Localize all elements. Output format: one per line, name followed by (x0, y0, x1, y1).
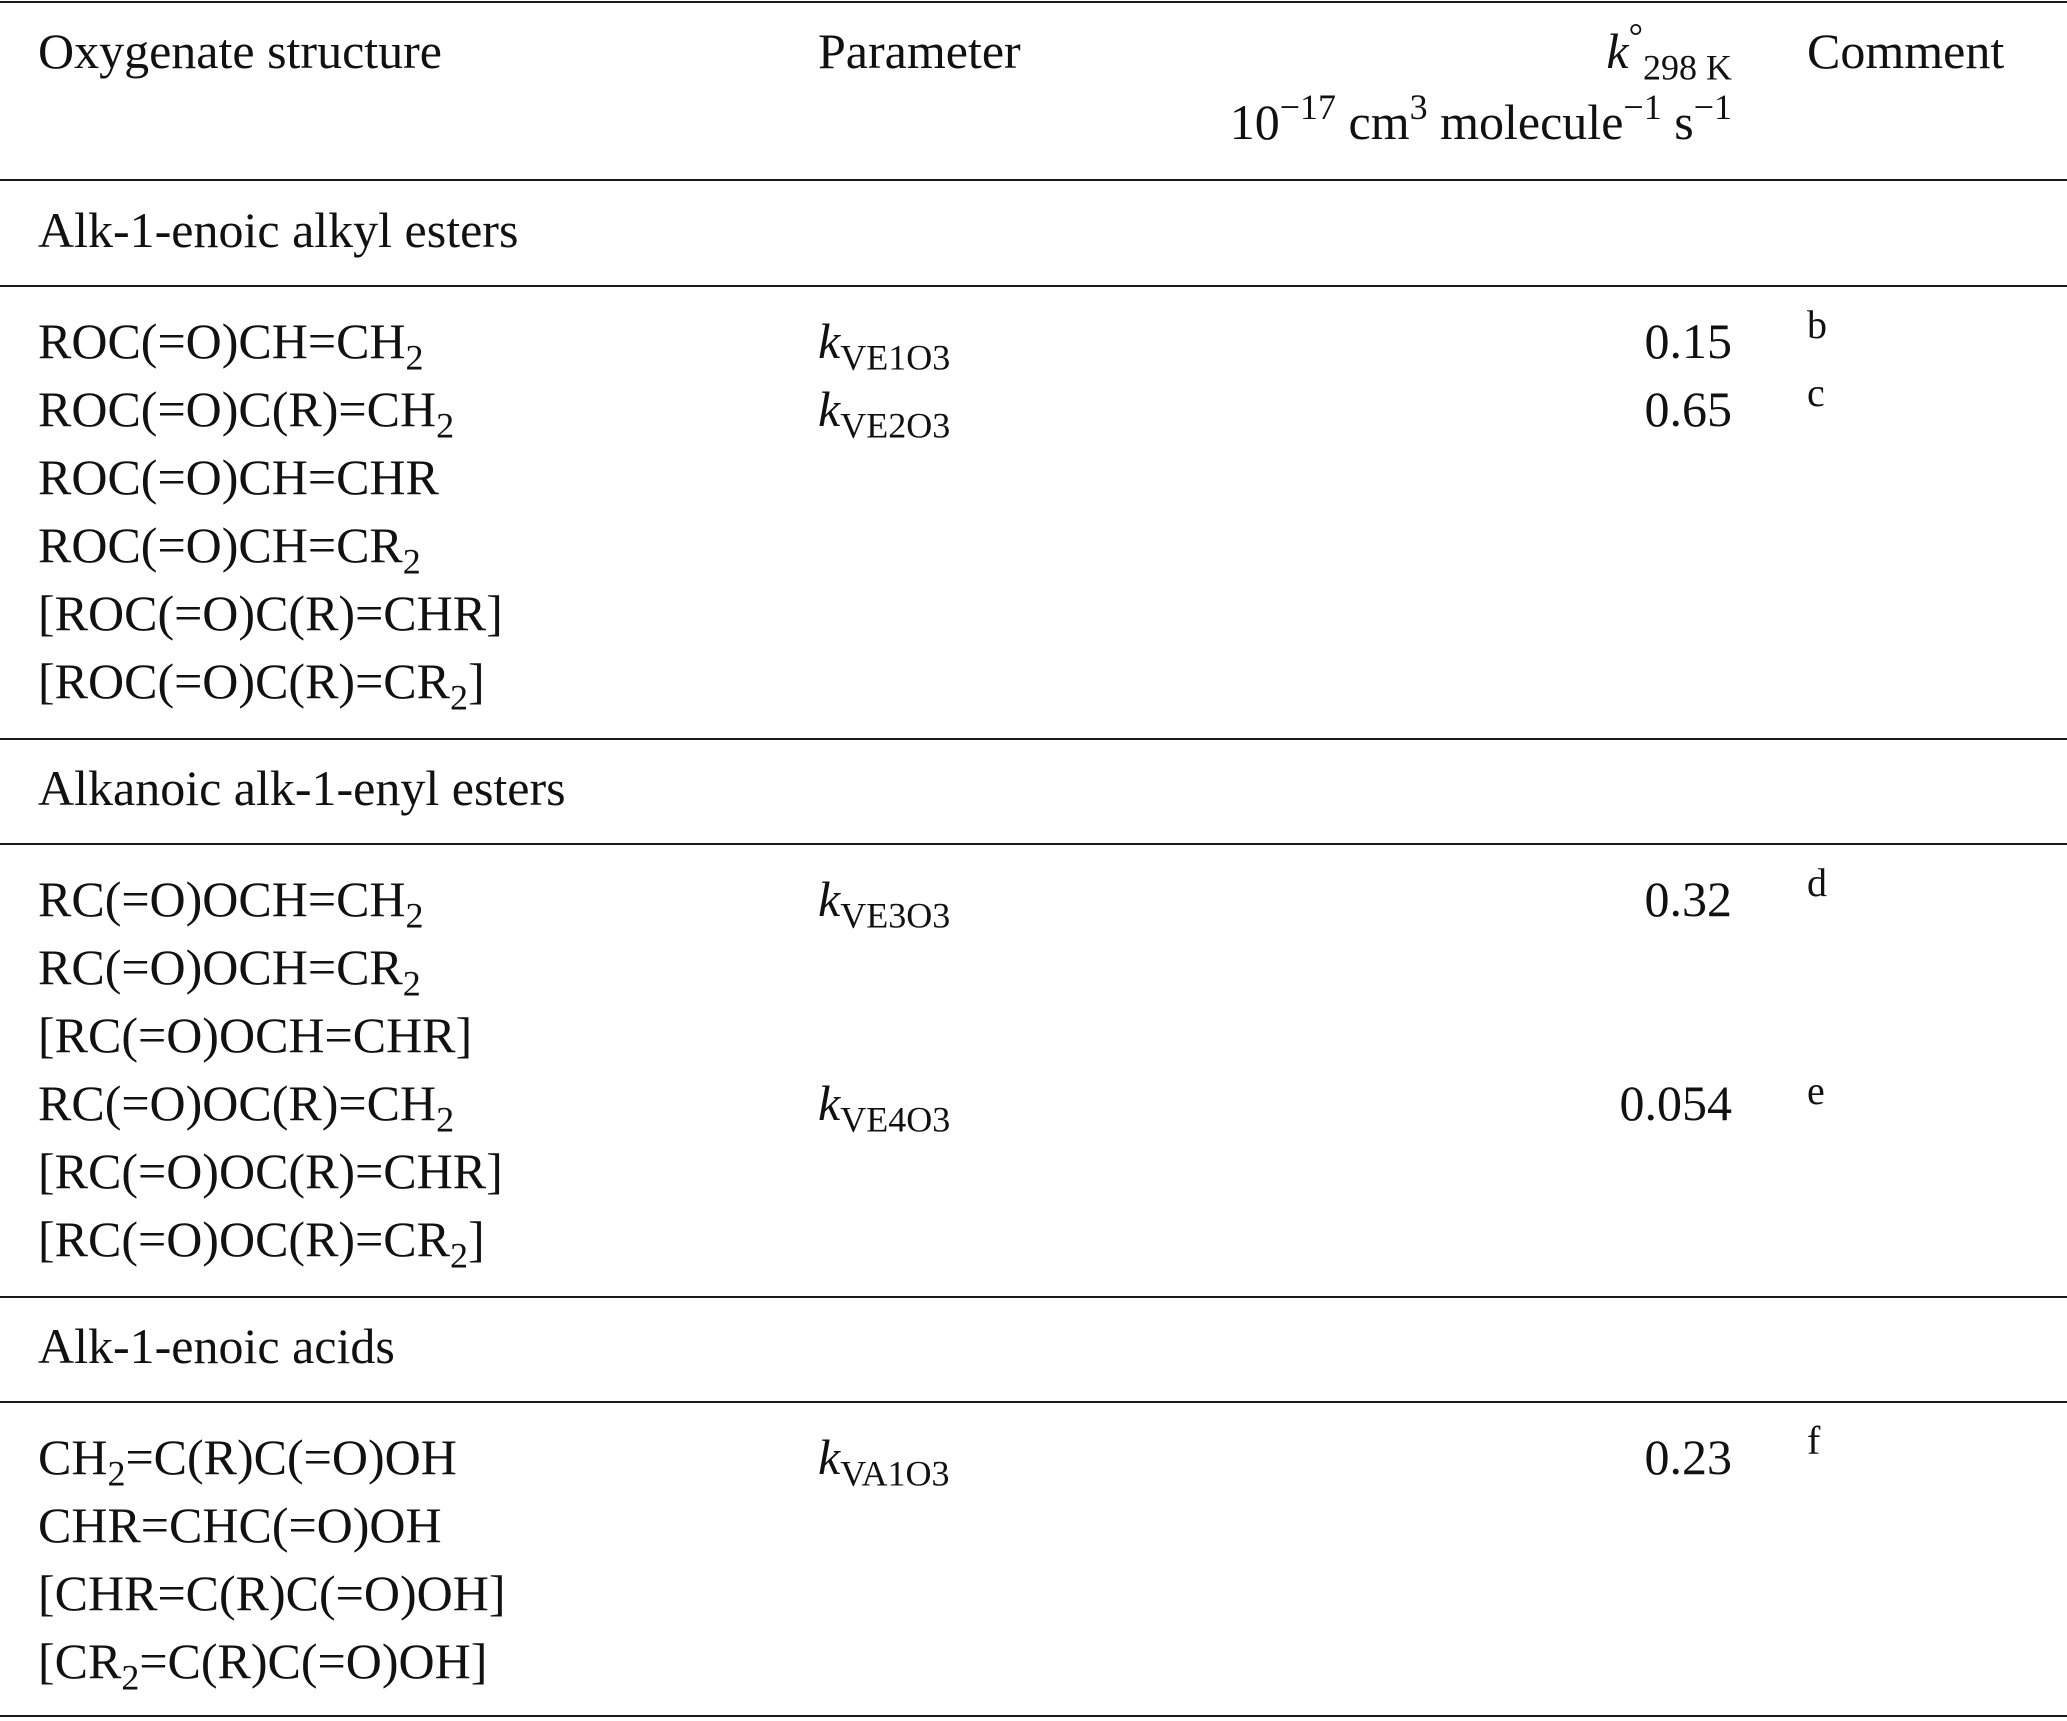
header-k-letter: k (1606, 23, 1629, 79)
structure-main: RC(=O)OCH=CR (38, 939, 403, 995)
structure-main: CHR=CHC(=O)OH (38, 1497, 442, 1553)
parameter-sub: VE1O3 (840, 337, 951, 378)
header-units (1230, 88, 1732, 156)
structure-main: ROC(=O)CH=CR (38, 517, 403, 573)
structure-row (38, 647, 485, 718)
structure-tail: =C(R)C(=O)OH (125, 1429, 457, 1485)
section-1-bottom-rule (0, 738, 2067, 740)
structure-main: [ROC(=O)C(R)=CR (38, 653, 450, 709)
header-units-cm: cm (1336, 94, 1410, 150)
structure-row (38, 307, 424, 378)
value-cell: 0.65 (1644, 381, 1732, 437)
structure-row (38, 865, 424, 936)
structure-row (38, 1423, 457, 1494)
structure-row (38, 1491, 442, 1559)
structure-row (38, 1069, 455, 1140)
structure-row (38, 1205, 485, 1276)
structure-sub: 2 (121, 1657, 140, 1698)
section-2-bottom-rule (0, 1296, 2067, 1298)
header-structure: Oxygenate structure (38, 23, 443, 79)
parameter-sub: VE2O3 (840, 405, 951, 446)
parameter-k: k (818, 1429, 841, 1485)
header-units-cm-exp: 3 (1409, 87, 1428, 128)
structure-sub: 2 (436, 405, 455, 446)
structure-row (38, 579, 503, 647)
header-units-exp: −17 (1279, 87, 1337, 128)
structure-main: ROC(=O)C(R)=CH (38, 381, 437, 437)
section-3-title-rule (0, 1401, 2067, 1403)
structure-main: [RC(=O)OCH=CHR] (38, 1007, 473, 1063)
structure-main: [ROC(=O)C(R)=CHR] (38, 585, 503, 641)
structure-main: ROC(=O)CH=CHR (38, 449, 439, 505)
structure-main: CH (38, 1429, 108, 1485)
value-cell: 0.23 (1644, 1429, 1732, 1485)
structure-row (38, 1559, 505, 1627)
parameter-sub: VE4O3 (840, 1099, 951, 1140)
value-cell: 0.054 (1619, 1075, 1732, 1131)
structure-main: [CR (38, 1633, 122, 1689)
structure-main: [CHR=C(R)C(=O)OH] (38, 1565, 506, 1621)
comment-cell: b (1807, 302, 1827, 347)
parameter-k: k (818, 313, 841, 369)
structure-row (38, 511, 421, 582)
structure-main: [RC(=O)OC(R)=CR (38, 1211, 450, 1267)
parameter-k: k (818, 381, 841, 437)
value-cell: 0.15 (1644, 313, 1732, 369)
parameter-cell (818, 307, 951, 378)
structure-row (38, 1137, 503, 1205)
header-units-base: 10 (1229, 94, 1280, 150)
parameter-sub: VA1O3 (840, 1453, 950, 1494)
structure-tail: ] (467, 653, 485, 709)
parameter-cell (818, 865, 951, 936)
parameter-cell (818, 1423, 950, 1494)
structure-sub: 2 (449, 1235, 468, 1276)
structure-main: ROC(=O)CH=CH (38, 313, 406, 369)
structure-row (38, 443, 439, 511)
header-units-molecule-exp: −1 (1623, 87, 1662, 128)
header-k-symbol (1606, 16, 1732, 88)
section-title: Alk-1-enoic alkyl esters (38, 202, 519, 258)
structure-row (38, 375, 455, 446)
value-cell: 0.32 (1644, 871, 1732, 927)
structure-tail: ] (467, 1211, 485, 1267)
comment-cell: e (1807, 1068, 1825, 1113)
comment-cell: c (1807, 370, 1825, 415)
table-bottom-rule (0, 1715, 2067, 1717)
comment-cell: d (1807, 860, 1827, 905)
section-title: Alkanoic alk-1-enyl esters (38, 760, 566, 816)
structure-row (38, 1627, 488, 1698)
header-parameter: Parameter (818, 23, 1021, 79)
table-top-rule (0, 1, 2067, 3)
parameter-k: k (818, 1075, 841, 1131)
structure-tail: =C(R)C(=O)OH] (139, 1633, 488, 1689)
structure-sub: 2 (402, 541, 421, 582)
header-k-degree: ° (1628, 16, 1643, 57)
structure-row (38, 933, 421, 1004)
structure-sub: 2 (405, 337, 424, 378)
section-1-title-rule (0, 285, 2067, 287)
parameter-cell (818, 375, 951, 446)
structure-sub: 2 (405, 895, 424, 936)
header-units-molecule: molecule (1427, 94, 1624, 150)
section-title: Alk-1-enoic acids (38, 1318, 395, 1374)
header-bottom-rule (0, 179, 2067, 181)
structure-main: RC(=O)OC(R)=CH (38, 1075, 437, 1131)
header-units-s-exp: −1 (1693, 87, 1732, 128)
header-k-subscript: 298 K (1643, 47, 1732, 88)
parameter-cell (818, 1069, 951, 1140)
comment-cell: f (1807, 1418, 1821, 1463)
structure-row (38, 1001, 472, 1069)
structure-main: RC(=O)OCH=CH (38, 871, 406, 927)
parameter-sub: VE3O3 (840, 895, 951, 936)
header-units-s: s (1661, 94, 1694, 150)
structure-main: [RC(=O)OC(R)=CHR] (38, 1143, 503, 1199)
section-2-title-rule (0, 843, 2067, 845)
structure-sub: 2 (449, 677, 468, 718)
structure-sub: 2 (107, 1453, 126, 1494)
structure-sub: 2 (402, 963, 421, 1004)
header-comment: Comment (1807, 23, 2005, 79)
parameter-k: k (818, 871, 841, 927)
structure-sub: 2 (436, 1099, 455, 1140)
